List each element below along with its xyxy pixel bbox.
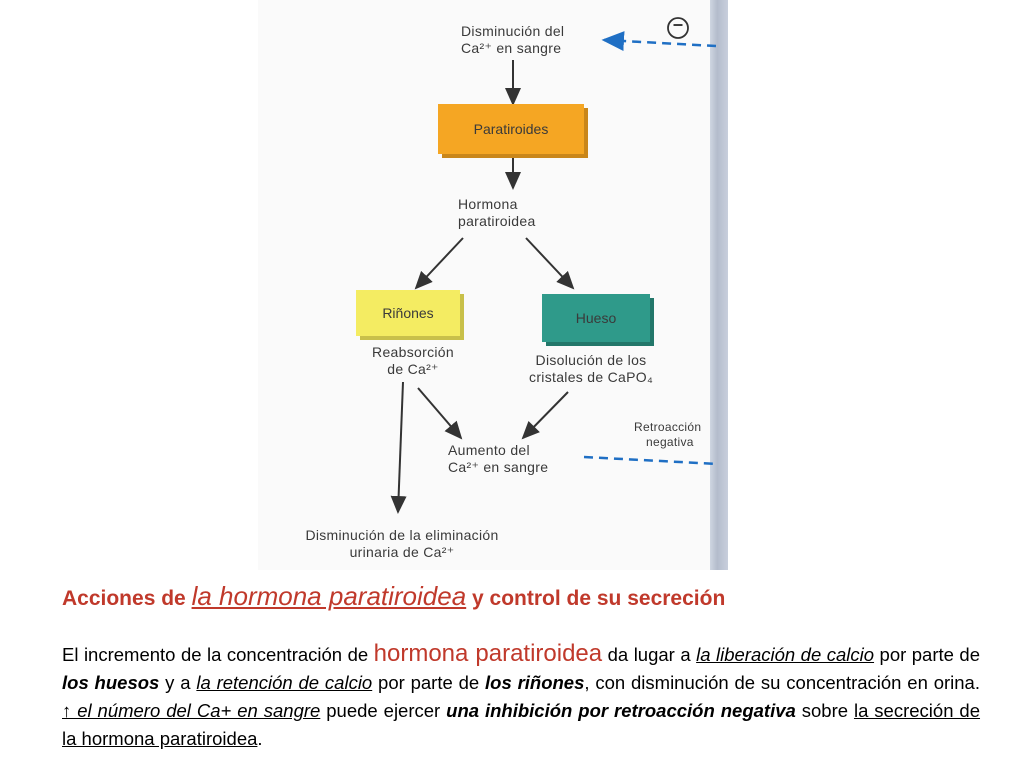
diagram-arrows xyxy=(258,0,728,570)
slide-title: Acciones de la hormona paratiroidea y control de su secreción xyxy=(62,581,726,611)
box-rinones: Riñones xyxy=(356,290,460,336)
arrow-to-hueso xyxy=(526,238,573,288)
inhibition-symbol: − xyxy=(672,15,684,35)
dashed-feedback-bottom xyxy=(584,457,718,464)
arrow-to-disminucion-eliminacion xyxy=(398,382,403,512)
box-paratiroides: Paratiroides xyxy=(438,104,584,154)
dashed-feedback-top xyxy=(604,40,716,46)
arrow-to-rinones xyxy=(416,238,463,288)
box-hueso: Hueso xyxy=(542,294,650,342)
node-aumento-ca: Aumento del Ca²⁺ en sangre xyxy=(448,442,549,475)
arrow-disolucion-to-aumento xyxy=(523,392,568,438)
node-disminucion-eliminacion: Disminución de la eliminación urinaria de Ca²⁺ xyxy=(305,527,499,560)
arrow-reabsorcion-to-aumento xyxy=(418,388,461,438)
node-hormona-paratiroidea: Hormona paratiroidea xyxy=(458,196,536,229)
node-disminucion-ca: Disminución del Ca²⁺ en sangre xyxy=(461,23,565,56)
diagram-figure xyxy=(258,0,728,570)
node-reabsorcion: Reabsorción de Ca²⁺ xyxy=(372,344,454,377)
node-disolucion: Disolución de los cristales de CaPO₄ xyxy=(529,352,653,385)
slide-body-paragraph: El incremento de la concentración de hormona paratiroidea da lugar a la liberación de calcio por parte de los huesos y a la retención de calcio por parte de los riñones, con disminución de su concentración en orina. ↑ el número del Ca+ en sangre puede ejercer una inhibición por retroacción negativa sobre la secreción de la hormona paratiroidea. xyxy=(62,640,981,749)
node-retroaccion-negativa: Retroacción negativa xyxy=(634,420,702,449)
